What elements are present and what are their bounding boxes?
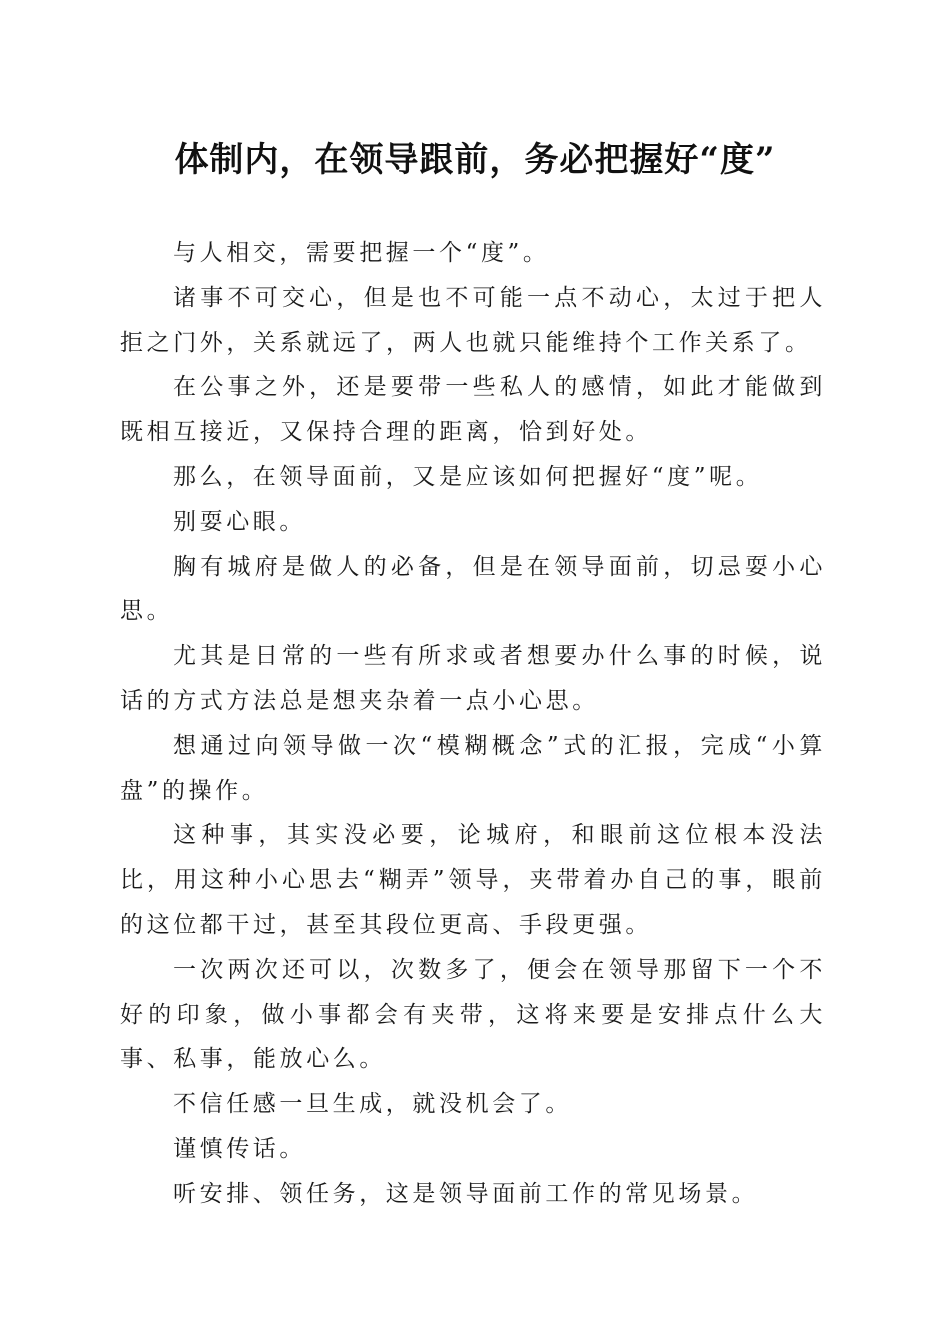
paragraph: 在公事之外，还是要带一些私人的感情，如此才能做到既相互接近，又保持合理的距离，恰到好处。 (120, 374, 826, 446)
document-title: 体制内，在领导跟前，务必把握好“度” (174, 140, 776, 180)
paragraph: 不信任感一旦生成，就没机会了。 (173, 1091, 572, 1118)
paragraph: 一次两次还可以，次数多了，便会在领导那留下一个不好的印象，做小事都会有夹带，这将来要是安排点什么大事、私事，能放心么。 (120, 956, 826, 1073)
paragraph: 与人相交，需要把握一个“度”。 (173, 240, 550, 266)
paragraph: 别耍心眼。 (173, 508, 306, 535)
paragraph: 那么，在领导面前，又是应该如何把握好“度”呢。 (173, 463, 763, 490)
document-body (120, 231, 826, 1217)
paragraph: 尤其是日常的一些有所求或者想要办什么事的时候，说话的方式方法总是想夹杂着一点小心思。 (120, 643, 826, 714)
paragraph: 想通过向领导做一次“模糊概念”式的汇报，完成“小算盘”的操作。 (120, 732, 826, 804)
paragraph: 谨慎传话。 (173, 1135, 306, 1162)
paragraph: 听安排、领任务，这是领导面前工作的常见场景。 (173, 1180, 759, 1207)
paragraph: 这种事，其实没必要，论城府，和眼前这位根本没法比，用这种小心思去“糊弄”领导，夹带着办自己的事，眼前的这位都干过，甚至其段位更高、手段更强。 (120, 822, 826, 938)
paragraph: 胸有城府是做人的必备，但是在领导面前，切忌耍小心思。 (120, 553, 826, 625)
paragraph: 诸事不可交心，但是也不可能一点不动心，太过于把人拒之门外，关系就远了，两人也就只能维持个工作关系了。 (120, 284, 826, 356)
